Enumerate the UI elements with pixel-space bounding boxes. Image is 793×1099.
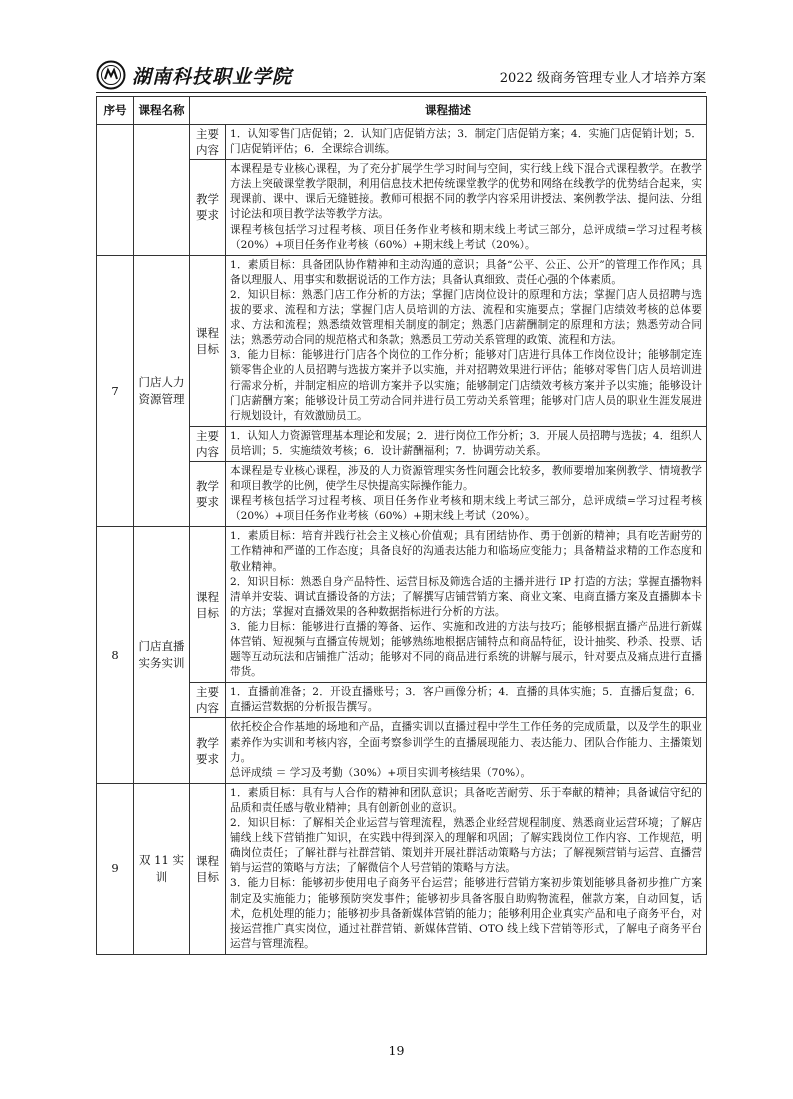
- section-label: 主要内容: [190, 683, 226, 718]
- description-paragraph: 1．素质目标：具备团队协作精神和主动沟通的意识；具备“公平、公正、公开”的管理工作作风；具备以理服人、用事实和数据说话的工作方法；具备认真细致、责任心强的个体素质。: [230, 258, 702, 286]
- description-paragraph: 本课程是专业核心课程，为了充分扩展学生学习时间与空间，实行线上线下混合式课程教学。在教学方法上突破课堂教学限制，利用信息技术把传统课堂教学的优势和网络在线教学的优势结合起来，实现课前、课中、课后无缝链接。教师可根据不同的教学内容采用讲授法、案例教学法、提问法、分组讨论法和项目教学法等教学方法。: [230, 163, 702, 221]
- section-description: [226, 683, 707, 718]
- section-description: [226, 160, 707, 256]
- table-row: [97, 783, 707, 954]
- description-paragraph: 1．认知人力资源管理基本理论和发展；2．进行岗位工作分析；3．开展人员招聘与选拔；4．组织人员培训；5．实施绩效考核；6．设计薪酬福利；7．协调劳动关系。: [230, 429, 702, 457]
- section-label: 主要内容: [190, 125, 226, 160]
- header-number: 序号: [97, 97, 134, 125]
- description-paragraph: 1．直播前准备；2．开设直播账号；3．客户画像分析；4．直播的具体实施；5．直播后复盘；6．直播运营数据的分析报告撰写。: [230, 686, 702, 714]
- description-paragraph: 课程考核包括学习过程考核、项目任务作业考核和期末线上考试三部分，总评成绩=学习过程考核（20%）+项目任务作业考核（60%）+期末线上考试（20%）。: [230, 223, 702, 251]
- description-paragraph: 2．知识目标：熟悉门店工作分析的方法；掌握门店岗位设计的原理和方法；掌握门店人员招聘与选拔的要求、流程和方法；掌握门店人员培训的方法、流程和实施要点；掌握门店绩效考核的总体要求、方法和流程；熟悉绩效管理相关制度的制定；熟悉门店薪酬制定的原理和方法；熟悉劳动合同法；熟悉劳动合同的规范格式和条款；熟悉员工劳动关系管理的政策、流程和方法。: [230, 288, 702, 347]
- section-label: 教学要求: [190, 160, 226, 256]
- description-paragraph: 2．知识目标：了解相关企业运营与管理流程，熟悉企业经营规程制度、熟悉商业运营环境；了解店铺线上线下营销推广知识，在实践中得到深入的理解和巩固；了解实践岗位工作内容、工作规范，明确岗位责任；了解社群与社群营销、策划并开展社群活动策略与方法；了解视频营销与运营、直播营销与运营的策略与方法；了解微信个人号营销的策略与方法。: [230, 817, 702, 875]
- course-name: [134, 125, 190, 256]
- course-name: 双 11 实训: [134, 783, 190, 954]
- table-row: [97, 125, 707, 160]
- description-paragraph: 依托校企合作基地的场地和产品，直播实训以直播过程中学生工作任务的完成质量，以及学生的职业素养作为实训和考核内容，全面考察参训学生的直播展现能力、表达能力、团队合作能力、主播策划力。: [230, 721, 702, 764]
- table-header-row: [97, 97, 707, 125]
- description-paragraph: 2．知识目标：熟悉自身产品特性、运营目标及筛选合适的主播并进行 IP 打造的方法；掌握直播物料清单并安装、调试直播设备的方法；了解撰写店铺营销方案、商业文案、电商直播方案及直播脚本卡的方法；掌握对直播效果的各种数据指标进行分析的方法。: [230, 575, 702, 618]
- description-paragraph: 课程考核包括学习过程考核、项目任务作业考核和期末线上考试三部分，总评成绩=学习过程考核（20%）+项目任务作业考核（60%）+期末线上考试（20%）。: [230, 495, 702, 523]
- course-number: 8: [97, 527, 134, 784]
- description-paragraph: 1．认知零售门店促销；2．认知门店促销方法；3．制定门店促销方案；4．实施门店促销计划；5．门店促销评估；6．全课综合训练。: [230, 128, 702, 156]
- header-rule: [96, 92, 706, 93]
- course-number: 7: [97, 255, 134, 527]
- description-paragraph: 1．素质目标：培育并践行社会主义核心价值观；具有团结协作、勇于创新的精神；具有吃苦耐劳的工作精神和严谨的工作态度；具备良好的沟通表达能力和临场应变能力；具备精益求精的工作态度和敬业精神。: [230, 530, 702, 573]
- page-header: [96, 60, 706, 90]
- section-label: 课程目标: [190, 783, 226, 954]
- section-description: [226, 783, 707, 954]
- course-name: 门店直播实务实训: [134, 527, 190, 784]
- description-paragraph: 1．素质目标：具有与人合作的精神和团队意识；具备吃苦耐劳、乐于奉献的精神；具备诚信守纪的品质和责任感与敬业精神；具有创新创业的意识。: [230, 786, 702, 814]
- section-label: 教学要求: [190, 718, 226, 783]
- header-course-description: 课程描述: [190, 97, 707, 125]
- description-paragraph: 3．能力目标：能够初步使用电子商务平台运营；能够进行营销方案初步策划能够具备初步推广方案制定及实施能力；能够预防突发事件；能够初步具备客服自助购物流程，催款方案，自动回复，话术，危机处理的能力；能够初步具备新媒体营销的能力；能够利用企业真实产品和电子商务平台，对接运营推广真实岗位，通过社群营销、新媒体营销、OTO 线上线下营销等形式，了解电子商务平台运营与管理流程。: [230, 877, 702, 950]
- school-name: 湖南科技职业学院: [132, 66, 293, 88]
- section-description: [226, 255, 707, 426]
- section-description: [226, 527, 707, 683]
- description-paragraph: 总评成绩 ＝ 学习及考勤（30%）+项目实训考核结果（70%）。: [230, 766, 532, 779]
- course-description-table: [96, 96, 707, 955]
- section-label: 主要内容: [190, 426, 226, 461]
- section-description: [226, 125, 707, 160]
- document-title: 2022 级商务管理专业人才培养方案: [499, 71, 706, 86]
- section-description: [226, 718, 707, 783]
- description-paragraph: 本课程是专业核心课程，涉及的人力资源管理实务性问题会比较多，教师要增加案例教学、情境教学和项目教学的比例，使学生尽快提高实际操作能力。: [230, 464, 702, 493]
- table-row: [97, 527, 707, 683]
- description-paragraph: 3．能力目标：能够进行门店各个岗位的工作分析；能够对门店进行具体工作岗位设计；能够制定连锁零售企业的人员招聘与选拔方案并予以实施，并对招聘效果进行评估；能够对零售门店人员培训进行需求分析，并制定相应的培训方案并予以实施；能够制定门店绩效考核方案并予以实施；能够设计门店薪酬方案；能够设计员工劳动合同并进行员工劳动关系管理；能够对门店人员的职业生涯发展进行规划设计，有效激励员工。: [230, 349, 702, 422]
- course-number: [97, 125, 134, 256]
- page-number: 19: [388, 1043, 405, 1058]
- section-label: 课程目标: [190, 527, 226, 683]
- table-row: [97, 255, 707, 426]
- course-number: 9: [97, 783, 134, 954]
- section-description: [226, 426, 707, 461]
- school-emblem-icon: [96, 60, 126, 90]
- section-label: 教学要求: [190, 461, 226, 526]
- course-name: 门店人力资源管理: [134, 255, 190, 527]
- section-label: 课程目标: [190, 255, 226, 426]
- section-description: [226, 461, 707, 526]
- description-paragraph: 3．能力目标：能够进行直播的筹备、运作、实施和改进的方法与技巧；能够根据直播产品进行新媒体营销、短视频与直播宣传规划；能够熟练地根据店铺特点和商品特征，设计抽奖、秒杀、投票、话题等互动玩法和店铺推广活动；能够对不同的商品进行系统的讲解与展示，针对要点及痛点进行直播带货。: [230, 620, 702, 679]
- header-course-name: 课程名称: [134, 97, 190, 125]
